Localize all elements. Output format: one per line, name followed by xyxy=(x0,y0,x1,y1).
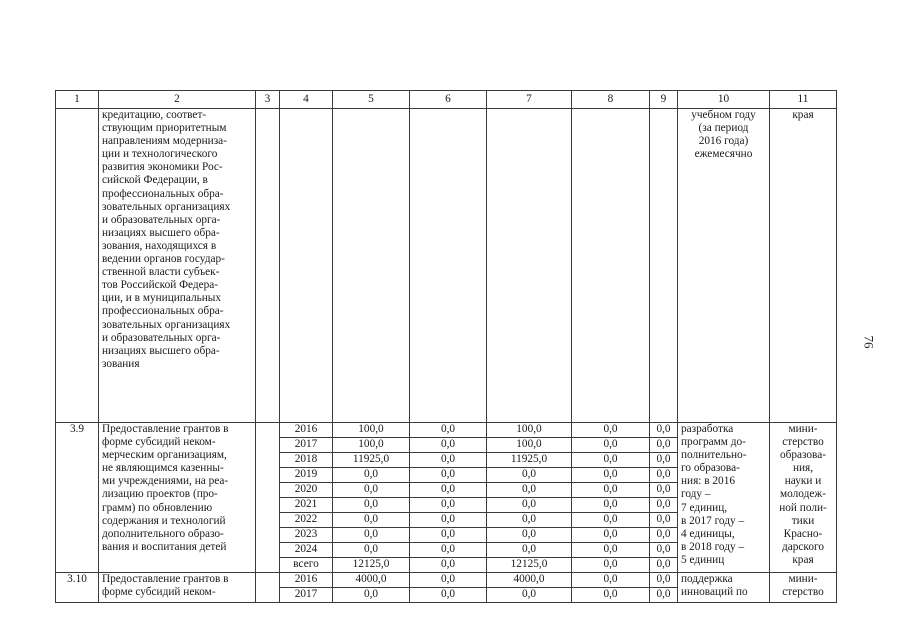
amount-cell: 0,0 xyxy=(572,453,650,468)
amount-cell: 0,0 xyxy=(650,558,678,573)
amount-cell: 0,0 xyxy=(333,483,410,498)
amount-cell: 0,0 xyxy=(410,573,487,588)
amount-cell: 0,0 xyxy=(650,543,678,558)
header-row xyxy=(56,91,837,109)
item-description: кредитацию, соответ- ствующим приоритетным направлениям модерниза- ции и технологического развития экономики Рос- сийской Федерации, в профессиональных обра- зовательных организациях и образовательных орга- низациях высшего обра- зования, находящихся в ведении органов государ- ственной власти субъек- тов Российской Федера- ции, и в муниципальных профессиональных обра- зовательных организациях и образовательных орга- низациях высшего обра- зования xyxy=(99,109,256,423)
amount-cell: 4000,0 xyxy=(487,573,572,588)
result-description: учебном году (за период 2016 года) ежемесячно xyxy=(678,109,770,423)
amount-cell: 0,0 xyxy=(333,513,410,528)
header-cell: 2 xyxy=(99,91,256,109)
item-number-cell xyxy=(56,109,99,423)
header-cell: 5 xyxy=(333,91,410,109)
year-cell: 2020 xyxy=(280,483,333,498)
amount-cell: 0,0 xyxy=(333,588,410,603)
header-cell: 10 xyxy=(678,91,770,109)
amount-cell: 0,0 xyxy=(572,438,650,453)
amount-cell: 0,0 xyxy=(487,543,572,558)
amount-cell: 0,0 xyxy=(487,468,572,483)
responsible-party: мини- стерство xyxy=(770,573,837,603)
amount-cell: 0,0 xyxy=(410,453,487,468)
item-number: 3.9 xyxy=(56,423,99,573)
amount-cell: 11925,0 xyxy=(487,453,572,468)
amount-cell: 0,0 xyxy=(410,498,487,513)
amount-cell: 11925,0 xyxy=(333,453,410,468)
value-cell xyxy=(650,109,678,423)
amount-cell: 0,0 xyxy=(572,498,650,513)
page-number: 76 xyxy=(861,335,877,349)
value-cell xyxy=(280,109,333,423)
amount-cell: 100,0 xyxy=(333,423,410,438)
amount-cell: 0,0 xyxy=(650,453,678,468)
year-cell: 2019 xyxy=(280,468,333,483)
amount-cell: 100,0 xyxy=(333,438,410,453)
amount-cell: 12125,0 xyxy=(333,558,410,573)
amount-cell: 100,0 xyxy=(487,423,572,438)
result-description: поддержка инноваций по xyxy=(678,573,770,603)
header-cell: 4 xyxy=(280,91,333,109)
amount-cell: 0,0 xyxy=(572,528,650,543)
year-cell: 2024 xyxy=(280,543,333,558)
amount-cell: 0,0 xyxy=(333,528,410,543)
table-row xyxy=(56,573,837,588)
year-cell: всего xyxy=(280,558,333,573)
amount-cell: 4000,0 xyxy=(333,573,410,588)
amount-cell: 12125,0 xyxy=(487,558,572,573)
year-cell: 2016 xyxy=(280,423,333,438)
amount-cell: 0,0 xyxy=(410,543,487,558)
responsible-party: мини- стерство образова- ния, науки и молодеж- ной поли- тики Красно- дарского края xyxy=(770,423,837,573)
year-cell: 2022 xyxy=(280,513,333,528)
empty-column-3 xyxy=(256,573,280,603)
amount-cell: 0,0 xyxy=(410,483,487,498)
program-table xyxy=(55,90,837,603)
year-cell: 2017 xyxy=(280,588,333,603)
amount-cell: 0,0 xyxy=(410,588,487,603)
year-cell: 2018 xyxy=(280,453,333,468)
table-row xyxy=(56,109,837,423)
year-cell: 2017 xyxy=(280,438,333,453)
amount-cell: 0,0 xyxy=(410,558,487,573)
amount-cell: 100,0 xyxy=(487,438,572,453)
amount-cell: 0,0 xyxy=(572,423,650,438)
amount-cell: 0,0 xyxy=(650,498,678,513)
amount-cell: 0,0 xyxy=(410,528,487,543)
amount-cell: 0,0 xyxy=(650,588,678,603)
header-cell: 8 xyxy=(572,91,650,109)
empty-column-3 xyxy=(256,423,280,573)
amount-cell: 0,0 xyxy=(487,588,572,603)
header-cell: 6 xyxy=(410,91,487,109)
amount-cell: 0,0 xyxy=(333,543,410,558)
item-description: Предоставление грантов в форме субсидий неком- xyxy=(99,573,256,603)
amount-cell: 0,0 xyxy=(572,543,650,558)
value-cell xyxy=(487,109,572,423)
value-cell xyxy=(410,109,487,423)
amount-cell: 0,0 xyxy=(572,513,650,528)
amount-cell: 0,0 xyxy=(650,438,678,453)
item-description: Предоставление грантов в форме субсидий неком- мерческим организациям, не являющимся казенны- ми учреждениями, на реа- лизацию проектов (про- грамм) по обновлению содержания и технологий дополнительного образо- вания и воспитания детей xyxy=(99,423,256,573)
amount-cell: 0,0 xyxy=(410,438,487,453)
value-cell xyxy=(333,109,410,423)
amount-cell: 0,0 xyxy=(572,483,650,498)
result-description: разработка программ до- полнительно- го образова- ния: в 2016 году – 7 единиц, в 2017 году – 4 единицы, в 2018 году – 5 единиц xyxy=(678,423,770,573)
amount-cell: 0,0 xyxy=(572,573,650,588)
header-cell: 11 xyxy=(770,91,837,109)
item-number: 3.10 xyxy=(56,573,99,603)
table-row xyxy=(56,423,837,438)
header-cell: 3 xyxy=(256,91,280,109)
year-cell: 2016 xyxy=(280,573,333,588)
amount-cell: 0,0 xyxy=(650,573,678,588)
amount-cell: 0,0 xyxy=(410,513,487,528)
amount-cell: 0,0 xyxy=(410,468,487,483)
amount-cell: 0,0 xyxy=(487,528,572,543)
amount-cell: 0,0 xyxy=(333,468,410,483)
amount-cell: 0,0 xyxy=(650,513,678,528)
amount-cell: 0,0 xyxy=(650,423,678,438)
header-cell: 7 xyxy=(487,91,572,109)
header-cell: 1 xyxy=(56,91,99,109)
amount-cell: 0,0 xyxy=(487,498,572,513)
year-cell: 2023 xyxy=(280,528,333,543)
amount-cell: 0,0 xyxy=(410,423,487,438)
amount-cell: 0,0 xyxy=(572,588,650,603)
value-cell xyxy=(256,109,280,423)
amount-cell: 0,0 xyxy=(572,558,650,573)
amount-cell: 0,0 xyxy=(650,528,678,543)
amount-cell: 0,0 xyxy=(487,483,572,498)
amount-cell: 0,0 xyxy=(572,468,650,483)
amount-cell: 0,0 xyxy=(650,468,678,483)
year-cell: 2021 xyxy=(280,498,333,513)
amount-cell: 0,0 xyxy=(650,483,678,498)
amount-cell: 0,0 xyxy=(333,498,410,513)
responsible-party: края xyxy=(770,109,837,423)
header-cell: 9 xyxy=(650,91,678,109)
amount-cell: 0,0 xyxy=(487,513,572,528)
value-cell xyxy=(572,109,650,423)
